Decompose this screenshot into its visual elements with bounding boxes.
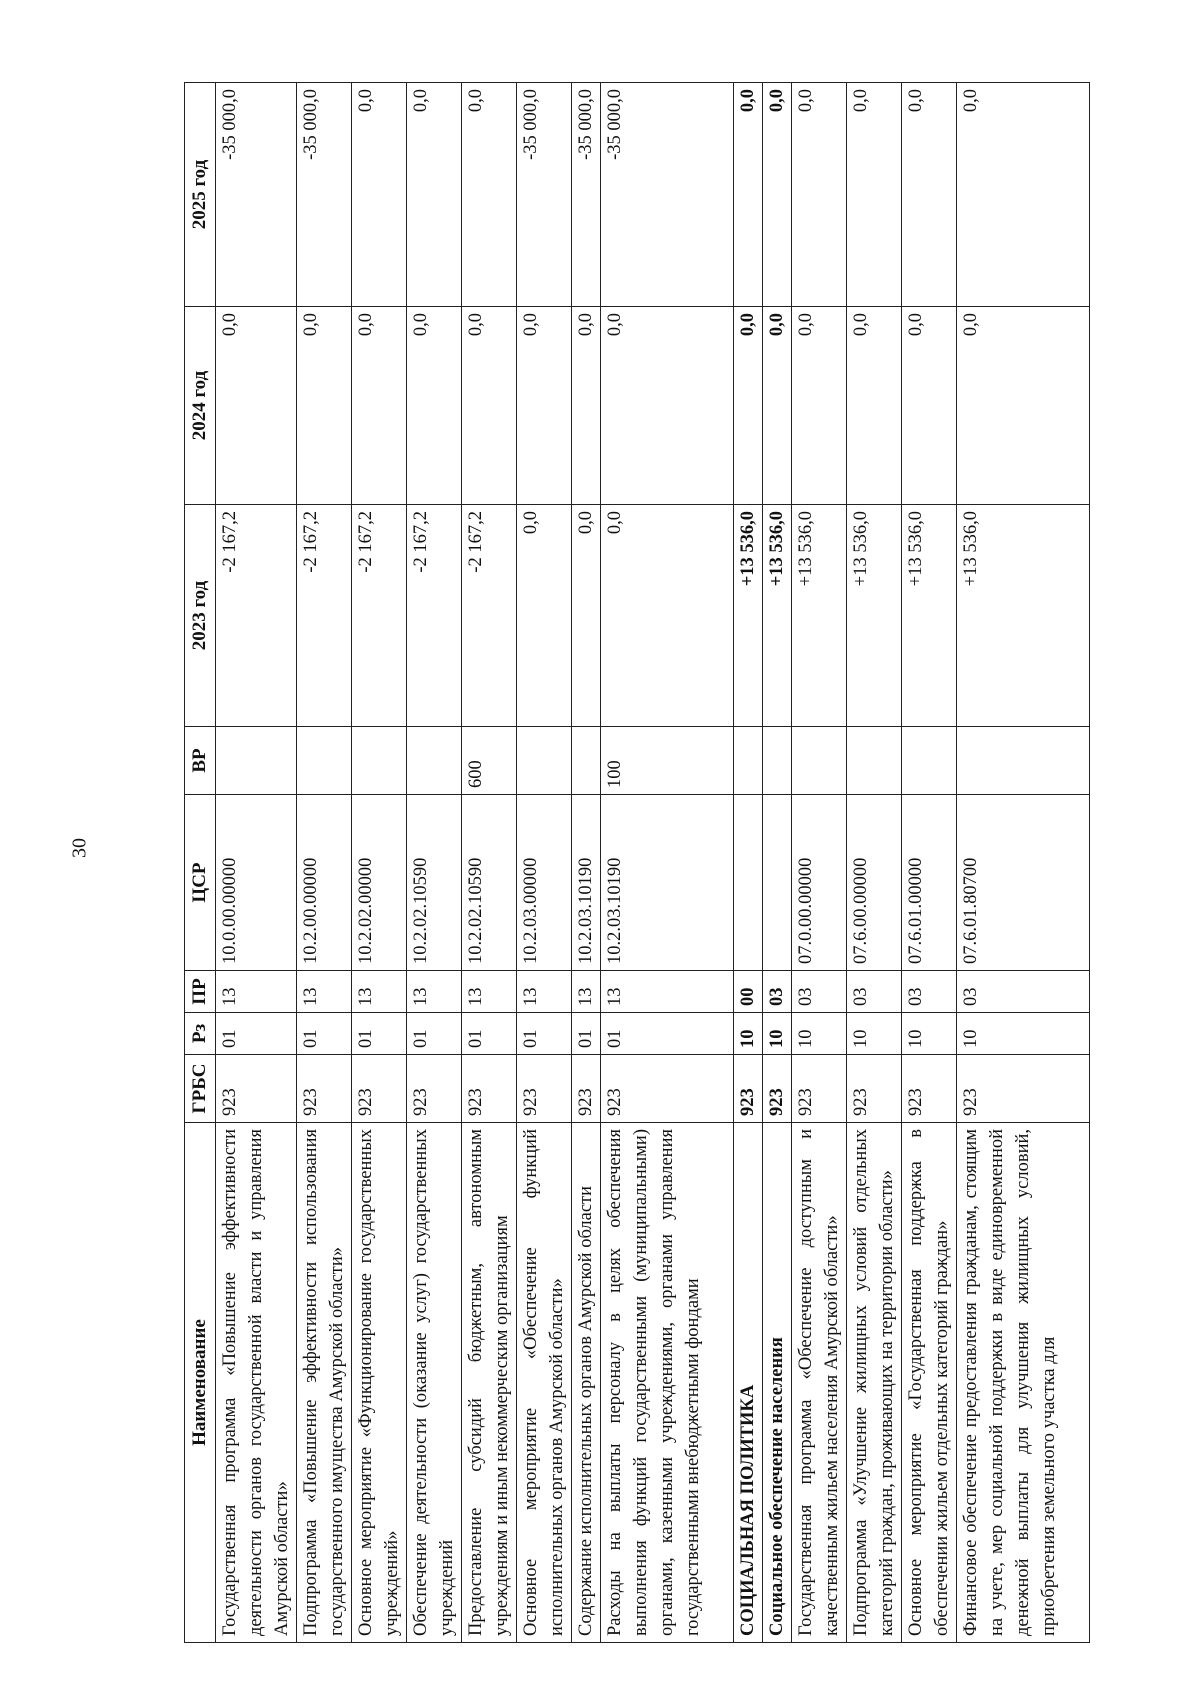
cell-rz: 01 — [572, 1013, 601, 1055]
cell-name: Государственная программа «Повышение эффективности деятельности органов государственной власти и управления Амурской области» — [216, 1123, 297, 1643]
header-pr: ПР — [185, 971, 216, 1013]
cell-csr: 10.2.02.10590 — [462, 795, 517, 971]
cell-name: Предоставление субсидий бюджетным, автономным учреждениям и иным некоммерческим организациям — [462, 1123, 517, 1643]
table-row — [902, 83, 957, 1643]
budget-table — [184, 82, 1090, 1643]
header-csr: ЦСР — [185, 795, 216, 971]
header-rz: Рз — [185, 1013, 216, 1055]
cell-csr: 07.6.00.00000 — [847, 795, 902, 971]
cell-rz: 01 — [517, 1013, 572, 1055]
cell-pr: 13 — [216, 971, 297, 1013]
cell-csr: 07.6.01.00000 — [902, 795, 957, 971]
cell-csr: 10.2.02.10590 — [407, 795, 462, 971]
cell-pr: 13 — [407, 971, 462, 1013]
cell-name: Расходы на выплаты персоналу в целях обеспечения выполнения функций государственными (муниципальными) органами, казенными учреждениями, органами управления государственными внебюджетными фондами — [601, 1123, 734, 1643]
cell-rz: 01 — [216, 1013, 297, 1055]
cell-pr: 13 — [297, 971, 352, 1013]
table-row — [734, 83, 763, 1643]
cell-grbs: 923 — [297, 1055, 352, 1123]
cell-grbs: 923 — [517, 1055, 572, 1123]
cell-csr — [763, 795, 792, 971]
cell-vr — [517, 727, 572, 795]
cell-csr: 10.2.03.00000 — [517, 795, 572, 971]
cell-vr — [216, 727, 297, 795]
table-row — [792, 83, 847, 1643]
cell-grbs: 923 — [462, 1055, 517, 1123]
cell-grbs: 923 — [734, 1055, 763, 1123]
cell-vr — [352, 727, 407, 795]
cell-2024: 0,0 — [407, 307, 462, 505]
cell-csr: 10.0.00.00000 — [216, 795, 297, 971]
table-row — [572, 83, 601, 1643]
cell-grbs: 923 — [763, 1055, 792, 1123]
cell-name: Основное мероприятие «Государственная поддержка в обеспечении жильем отдельных категорий граждан» — [902, 1123, 957, 1643]
cell-2025: 0,0 — [734, 83, 763, 307]
cell-pr: 03 — [902, 971, 957, 1013]
cell-2023: 0,0 — [572, 505, 601, 727]
cell-2024: 0,0 — [601, 307, 734, 505]
cell-2023: -2 167,2 — [352, 505, 407, 727]
cell-pr: 13 — [601, 971, 734, 1013]
cell-grbs: 923 — [352, 1055, 407, 1123]
cell-grbs: 923 — [572, 1055, 601, 1123]
cell-rz: 01 — [462, 1013, 517, 1055]
cell-name: Основное мероприятие «Обеспечение функций исполнительных органов Амурской области» — [517, 1123, 572, 1643]
cell-grbs: 923 — [792, 1055, 847, 1123]
cell-vr — [407, 727, 462, 795]
cell-2024: 0,0 — [572, 307, 601, 505]
cell-name: Подпрограмма «Улучшение жилищных условий отдельных категорий граждан, проживающих на территории области» — [847, 1123, 902, 1643]
cell-2025: -35 000,0 — [216, 83, 297, 307]
cell-csr: 07.0.00.00000 — [792, 795, 847, 971]
budget-table-container — [184, 83, 1082, 1643]
cell-vr: 600 — [462, 727, 517, 795]
table-row — [517, 83, 572, 1643]
cell-csr: 07.6.01.80700 — [957, 795, 1090, 971]
cell-vr — [792, 727, 847, 795]
cell-2023: +13 536,0 — [847, 505, 902, 727]
cell-name: Основное мероприятие «Функционирование государственных учреждений» — [352, 1123, 407, 1643]
cell-vr — [572, 727, 601, 795]
cell-grbs: 923 — [847, 1055, 902, 1123]
cell-name: Социальное обеспечение населения — [763, 1123, 792, 1643]
cell-2023: -2 167,2 — [407, 505, 462, 727]
cell-2025: 0,0 — [902, 83, 957, 307]
header-2024: 2024 год — [185, 307, 216, 505]
cell-2025: 0,0 — [462, 83, 517, 307]
cell-2023: 0,0 — [517, 505, 572, 727]
cell-name: Обеспечение деятельности (оказание услуг) государственных учреждений — [407, 1123, 462, 1643]
table-row — [601, 83, 734, 1643]
cell-grbs: 923 — [407, 1055, 462, 1123]
cell-csr — [734, 795, 763, 971]
cell-vr — [763, 727, 792, 795]
cell-pr: 13 — [517, 971, 572, 1013]
table-row — [216, 83, 297, 1643]
cell-name: Содержание исполнительных органов Амурской области — [572, 1123, 601, 1643]
table-body — [216, 83, 1090, 1643]
cell-rz: 10 — [847, 1013, 902, 1055]
table-row — [462, 83, 517, 1643]
header-2023: 2023 год — [185, 505, 216, 727]
cell-name: Государственная программа «Обеспечение доступным и качественным жильем населения Амурской области» — [792, 1123, 847, 1643]
cell-2025: -35 000,0 — [601, 83, 734, 307]
cell-grbs: 923 — [902, 1055, 957, 1123]
cell-name: Подпрограмма «Повышение эффективности использования государственного имущества Амурской области» — [297, 1123, 352, 1643]
cell-rz: 10 — [902, 1013, 957, 1055]
table-row — [763, 83, 792, 1643]
cell-2025: 0,0 — [407, 83, 462, 307]
cell-2023: +13 536,0 — [957, 505, 1090, 727]
cell-2024: 0,0 — [902, 307, 957, 505]
cell-2024: 0,0 — [763, 307, 792, 505]
table-row — [957, 83, 1090, 1643]
cell-rz: 01 — [601, 1013, 734, 1055]
page-number: 30 — [68, 838, 91, 858]
cell-rz: 01 — [407, 1013, 462, 1055]
cell-pr: 13 — [572, 971, 601, 1013]
cell-pr: 03 — [957, 971, 1090, 1013]
cell-2023: +13 536,0 — [792, 505, 847, 727]
cell-csr: 10.2.02.00000 — [352, 795, 407, 971]
cell-grbs: 923 — [957, 1055, 1090, 1123]
cell-2023: +13 536,0 — [763, 505, 792, 727]
cell-2023: +13 536,0 — [902, 505, 957, 727]
table-header-row — [185, 83, 216, 1643]
cell-vr: 100 — [601, 727, 734, 795]
cell-2025: -35 000,0 — [572, 83, 601, 307]
cell-name: СОЦИАЛЬНАЯ ПОЛИТИКА — [734, 1123, 763, 1643]
cell-pr: 00 — [734, 971, 763, 1013]
cell-2023: -2 167,2 — [297, 505, 352, 727]
cell-vr — [902, 727, 957, 795]
cell-rz: 01 — [297, 1013, 352, 1055]
cell-2025: -35 000,0 — [517, 83, 572, 307]
cell-2023: -2 167,2 — [462, 505, 517, 727]
cell-2023: -2 167,2 — [216, 505, 297, 727]
cell-2024: 0,0 — [462, 307, 517, 505]
header-vr: ВР — [185, 727, 216, 795]
table-row — [407, 83, 462, 1643]
cell-2025: 0,0 — [763, 83, 792, 307]
cell-2024: 0,0 — [847, 307, 902, 505]
header-name: Наименование — [185, 1123, 216, 1643]
cell-csr: 10.2.03.10190 — [601, 795, 734, 971]
cell-rz: 01 — [352, 1013, 407, 1055]
table-row — [297, 83, 352, 1643]
cell-pr: 03 — [763, 971, 792, 1013]
cell-grbs: 923 — [601, 1055, 734, 1123]
cell-pr: 03 — [847, 971, 902, 1013]
cell-2025: 0,0 — [847, 83, 902, 307]
cell-grbs: 923 — [216, 1055, 297, 1123]
table-row — [352, 83, 407, 1643]
cell-2024: 0,0 — [792, 307, 847, 505]
cell-2025: 0,0 — [352, 83, 407, 307]
cell-vr — [297, 727, 352, 795]
cell-rz: 10 — [957, 1013, 1090, 1055]
cell-2024: 0,0 — [297, 307, 352, 505]
cell-2023: 0,0 — [601, 505, 734, 727]
cell-rz: 10 — [763, 1013, 792, 1055]
cell-name: Финансовое обеспечение предоставления гражданам, стоящим на учете, мер социальной поддержки в виде единовременной денежной выплаты для улучшения жилищных условий, приобретения земельного участка для — [957, 1123, 1090, 1643]
cell-rz: 10 — [734, 1013, 763, 1055]
cell-csr: 10.2.00.00000 — [297, 795, 352, 971]
cell-2025: 0,0 — [957, 83, 1090, 307]
cell-vr — [957, 727, 1090, 795]
cell-2024: 0,0 — [216, 307, 297, 505]
cell-2024: 0,0 — [517, 307, 572, 505]
header-grbs: ГРБС — [185, 1055, 216, 1123]
cell-vr — [734, 727, 763, 795]
cell-2025: -35 000,0 — [297, 83, 352, 307]
cell-2024: 0,0 — [352, 307, 407, 505]
cell-pr: 13 — [352, 971, 407, 1013]
cell-2024: 0,0 — [957, 307, 1090, 505]
cell-2025: 0,0 — [792, 83, 847, 307]
cell-pr: 03 — [792, 971, 847, 1013]
header-2025: 2025 год — [185, 83, 216, 307]
cell-csr: 10.2.03.10190 — [572, 795, 601, 971]
cell-2024: 0,0 — [734, 307, 763, 505]
cell-vr — [847, 727, 902, 795]
cell-2023: +13 536,0 — [734, 505, 763, 727]
cell-rz: 10 — [792, 1013, 847, 1055]
table-row — [847, 83, 902, 1643]
cell-pr: 13 — [462, 971, 517, 1013]
